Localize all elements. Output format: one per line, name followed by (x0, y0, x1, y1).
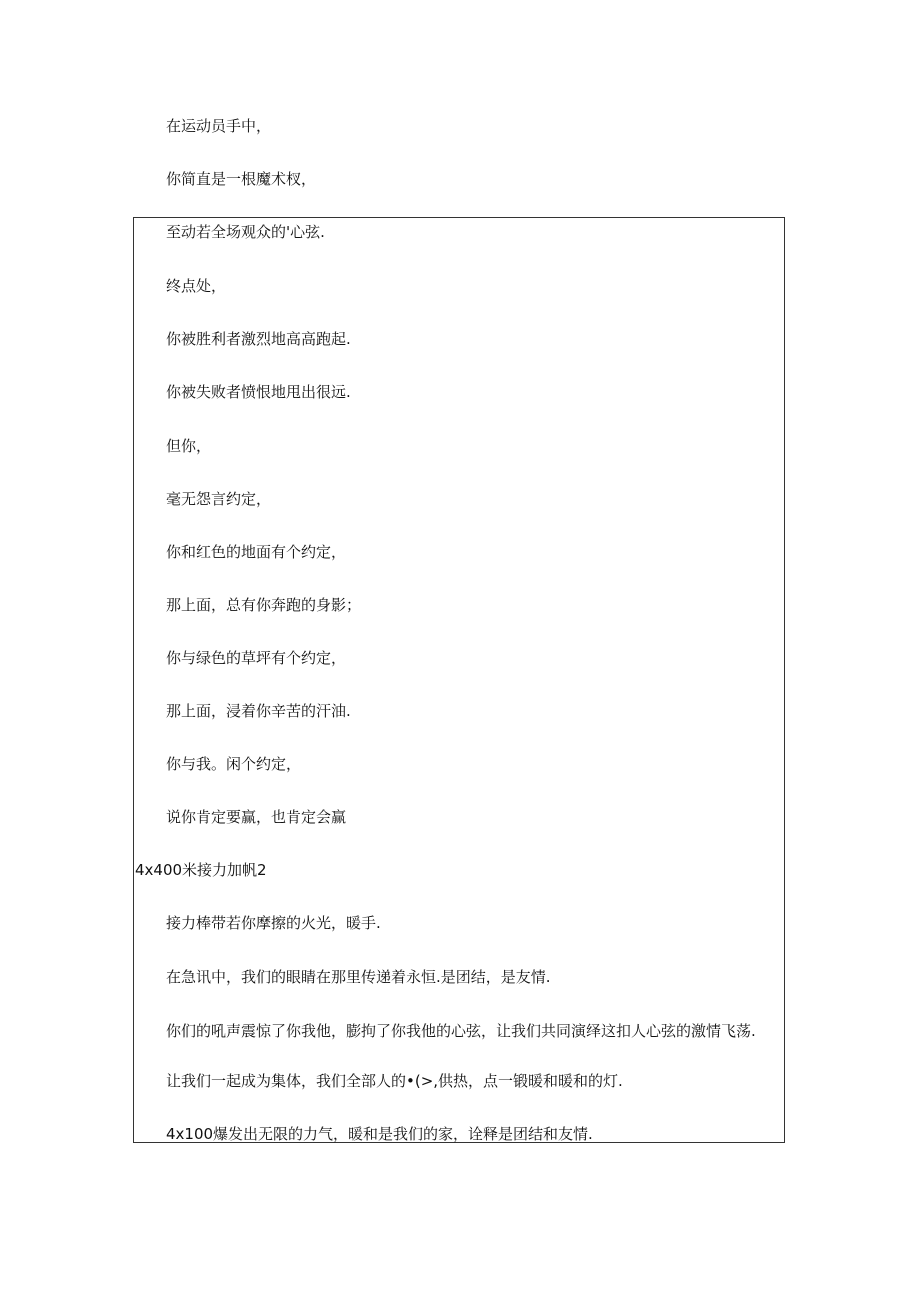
poem-line: 你被胜利者激烈地高高跑起. (166, 330, 351, 348)
poem-line: 你和红色的地面有个约定， (166, 543, 347, 561)
section-line: 在急讯中，我们的眼睛在那里传递着永恒.是团结，是友情. (166, 968, 551, 986)
poem-line: 终点处， (166, 277, 227, 295)
section-title: 4x400米接力加帆2 (135, 861, 267, 879)
section-line: 让我们一起成为集体，我们全部人的•(>,供热，点一锻暖和暖和的灯. (166, 1072, 623, 1090)
poem-line: 你与我。闲个约定， (166, 755, 302, 773)
poem-line: 你被失败者愤恨地甩出很远. (166, 383, 351, 401)
section-line: 接力棒带若你摩擦的火光，暖手. (166, 914, 381, 932)
poem-line: 那上面，浸着你辛苦的汗油. (166, 702, 351, 720)
section-line: 4x100爆发出无限的力气，暖和是我们的家，诠释是团结和友情. (166, 1125, 593, 1143)
poem-line: 但你， (166, 437, 212, 455)
poem-line: 那上面，总有你奔跑的身影； (166, 596, 362, 614)
poem-line: 至动若全场观众的'心弦. (166, 223, 325, 241)
section-line: 你们的吼声震惊了你我他，膨拘了你我他的心弦，让我们共同演绎这扣人心弦的激情飞荡. (166, 1022, 756, 1040)
content-frame (133, 217, 785, 1143)
poem-line: 你与绿色的草坪有个约定， (166, 649, 347, 667)
poem-line: 毫无怨言约定， (166, 490, 272, 508)
poem-line: 在运动员手中， (166, 117, 272, 135)
poem-line: 你简直是一根魔术杈， (166, 170, 317, 188)
poem-line: 说你肯定要赢，也肯定会赢 (166, 808, 347, 826)
